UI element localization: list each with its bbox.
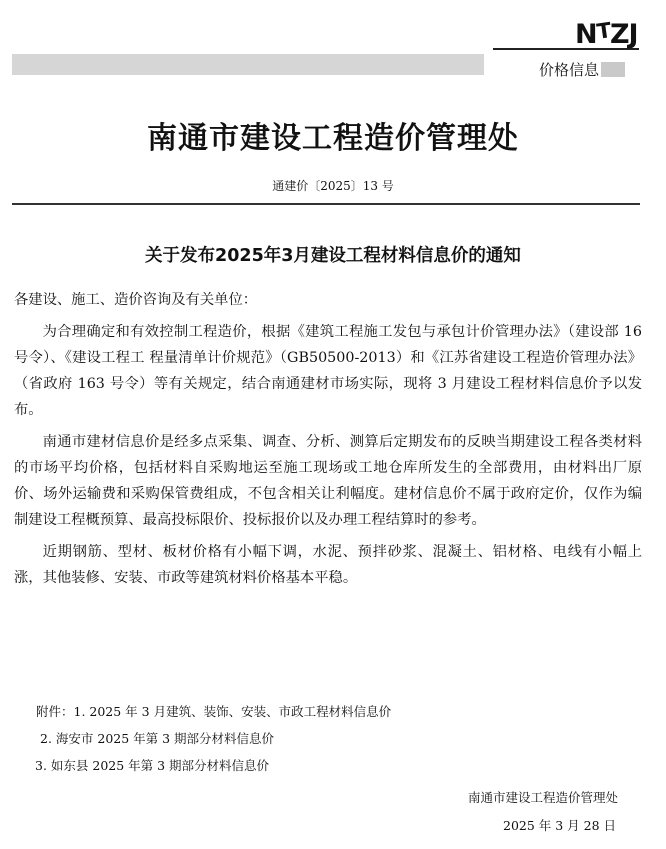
title-divider — [12, 203, 640, 205]
notice-title: 关于发布2025年3月建设工程材料信息价的通知 — [145, 246, 521, 266]
paragraph-price-definition: 南通市建材信息价是经多点采集、调查、分析、测算后定期发布的反映当期建设工程各类材料的市场平均价格，包括材料自采购地运至施工现场或工地仓库所发生的全部费用，由材料出厂原价、场外运输费和采购保管费组成，不包含相关让利幅度。建材信息价不属于政府定价，仅作为编制建设工程概预算、最高投标限价、投标报价以及办理工程结算时的参考。 — [14, 434, 642, 528]
document-number: 通建价〔2025〕13 号 — [272, 179, 394, 193]
signature-date: 2025 年 3 月 28 日 — [503, 818, 617, 833]
paragraph-market-trend: 近期钢筋、型材、板材价格有小幅下调，水泥、预拌砂浆、混凝土、铝材格、电线有小幅上涨，其他装修、安装、市政等建筑材料价格基本平稳。 — [14, 544, 642, 586]
notice-body — [14, 287, 642, 597]
attachment-3: 3. 如东县 2025 年第 3 期部分材料信息价 — [35, 758, 270, 773]
series-label: 价格信息 — [539, 59, 625, 80]
salutation: 各建设、施工、造价咨询及有关单位： — [14, 292, 258, 308]
nzj-logo: NTZJ — [575, 18, 638, 50]
redacted-issue-number — [601, 62, 625, 77]
redacted-header-bar — [12, 54, 484, 75]
attachment-2: 2. 海安市 2025 年第 3 期部分材料信息价 — [40, 731, 275, 746]
issuing-organization-title: 南通市建设工程造价管理处 — [147, 121, 519, 156]
attachment-1: 附件：1. 2025 年 3 月建筑、装饰、安装、市政工程材料信息价 — [36, 704, 392, 719]
signature-organization: 南通市建设工程造价管理处 — [468, 790, 619, 805]
paragraph-legal-basis: 为合理确定和有效控制工程造价，根据《建筑工程施工发包与承包计价管理办法》（建设部 16 号令）、《建设工程工 程量清单计价规范》（GB50500-2013）和《江苏省建设工程造价管理办法》（省政府 163 号令）等有关规定，结合南通建材市场实际，现将 3 月建设工程材料信息价予以发布。 — [14, 324, 642, 418]
